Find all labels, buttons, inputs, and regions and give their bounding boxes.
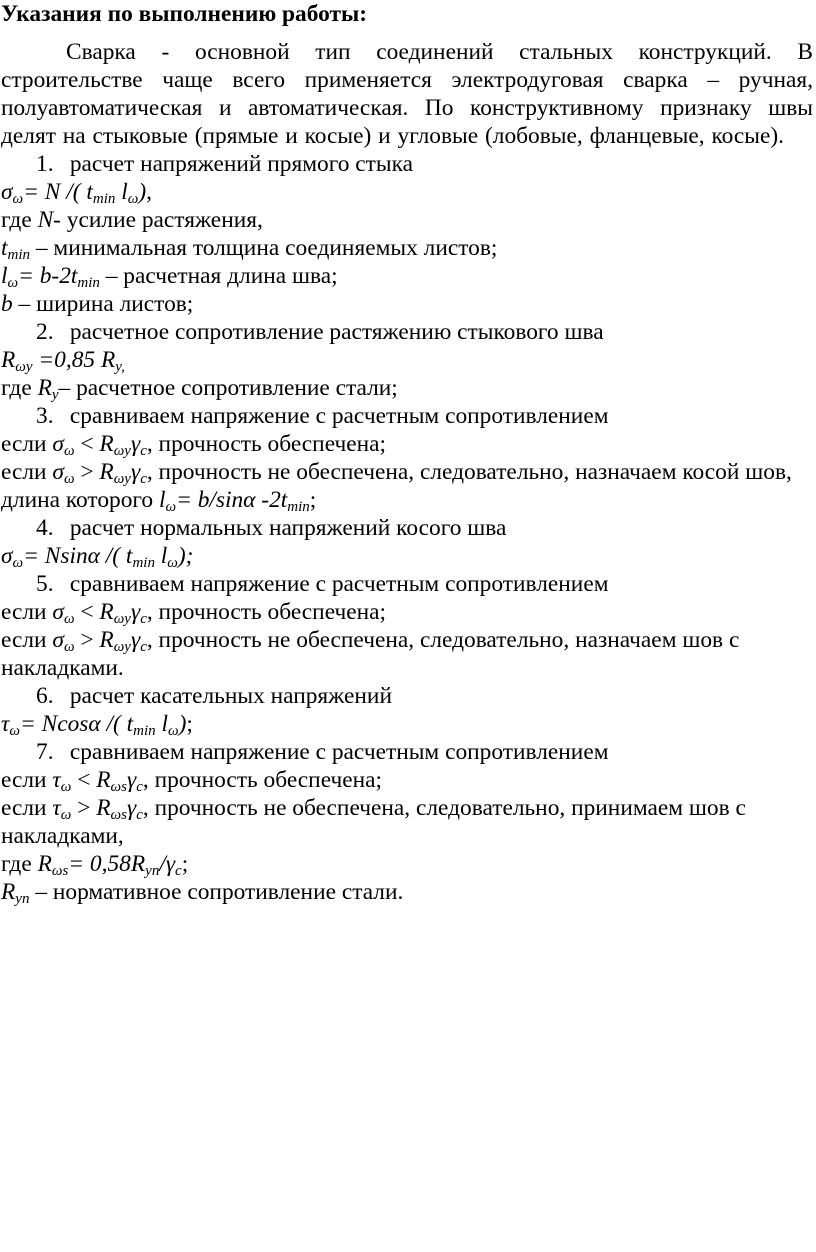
condition-3-ok: если $\sigma_\omega < R_{\omega y}\gamma_c$, прочность обеспечена; (1, 431, 387, 459)
step-1-text: расчет напряжений прямого стыка (69, 151, 413, 177)
step-5 (1, 570, 813, 598)
step-6-text: расчет касательных напряжений (69, 683, 392, 709)
intro-paragraph: Сварка - основной тип соединений стальных конструкций. В строительстве чаще всего применяется электродуговая сварка – ручная, полуавтоматическая и автоматическая. По конструктивному признаку швы делят на стыковые (прямые и косые) и угловые (лобовые, фланцевые, косые). (1, 39, 813, 149)
definition-lw: $l_\omega= b-2t_{min}$ – расчетная длина шва; (1, 263, 338, 291)
step-2 (1, 318, 813, 346)
definition-n: где N- усилие растяжения, (1, 207, 263, 233)
condition-3-fail: если $\sigma_\omega > R_{\omega y}\gamma_c$, прочность не обеспечена, следовательно, назначаем косой шов, (1, 459, 792, 487)
definition-tmin: $t_{min}$ – минимальная толщина соединяемых листов; (1, 235, 498, 263)
step-7-text: сравниваем напряжение с расчетным сопротивлением (69, 739, 609, 765)
step-4 (1, 514, 813, 542)
step-1 (1, 150, 813, 178)
definition-ry: где $R_y-$ расчетное сопротивление стали; (1, 375, 398, 403)
formula-tau: $\tau_\omega= Ncos\alpha$ /( $t_{min}$ $l_\omega$); (1, 711, 193, 739)
condition-7-ok: если $\tau_\omega < R_{\omega s}\gamma_c$, прочность обеспечена; (1, 767, 383, 795)
formula-sigma-straight: $\sigma_\omega= N$ /( $t_{min}$ $l_\omega$), (1, 179, 152, 207)
definition-ryn: $R_{yn}$ – нормативное сопротивление стали. (1, 879, 404, 907)
step-5-number: 5. (36, 571, 54, 597)
formula-rwy: $R_{\omega y} =0,85$ $R_{y,}$ (1, 347, 125, 375)
condition-7-fail: если $\tau_\omega > R_{\omega s}\gamma_c$, прочность не обеспечена, следовательно, принимаем шов с накладками, (1, 795, 746, 849)
document-title: Указания по выполнению работы: (1, 1, 368, 27)
definition-b: b – ширина листов; (1, 291, 194, 317)
step-4-text: расчет нормальных напряжений косого шва (69, 515, 507, 541)
formula-sigma-oblique: $\sigma_\omega= Nsin\alpha$ /( $t_{min}$ $l_\omega$); (1, 543, 194, 571)
condition-5-fail: если $\sigma_\omega > R_{\omega y}\gamma_c$, прочность не обеспечена, следовательно, назначаем шов с накладками. (1, 627, 740, 681)
step-6 (1, 682, 813, 710)
step-2-number: 2. (36, 319, 54, 345)
step-3-text: сравниваем напряжение с расчетным сопротивлением (69, 403, 609, 429)
step-7-number: 7. (36, 739, 54, 765)
step-4-number: 4. (36, 515, 54, 541)
step-3 (1, 402, 813, 430)
condition-5-ok: если $\sigma_\omega < R_{\omega y}\gamma_c$, прочность обеспечена; (1, 599, 387, 627)
step-7 (1, 738, 813, 766)
step-1-number: 1. (36, 151, 54, 177)
step-6-number: 6. (36, 683, 54, 709)
step-2-text: расчетное сопротивление растяжению стыкового шва (69, 319, 604, 345)
formula-rws: где $R_{\omega s}= 0,58R_{yn}/\gamma_c$; (1, 851, 189, 879)
step-5-text: сравниваем напряжение с расчетным сопротивлением (69, 571, 609, 597)
oblique-length: длина которого $l_\omega= b/\sin\alpha$ $-2t_{min}$; (1, 487, 317, 515)
step-3-number: 3. (36, 403, 54, 429)
